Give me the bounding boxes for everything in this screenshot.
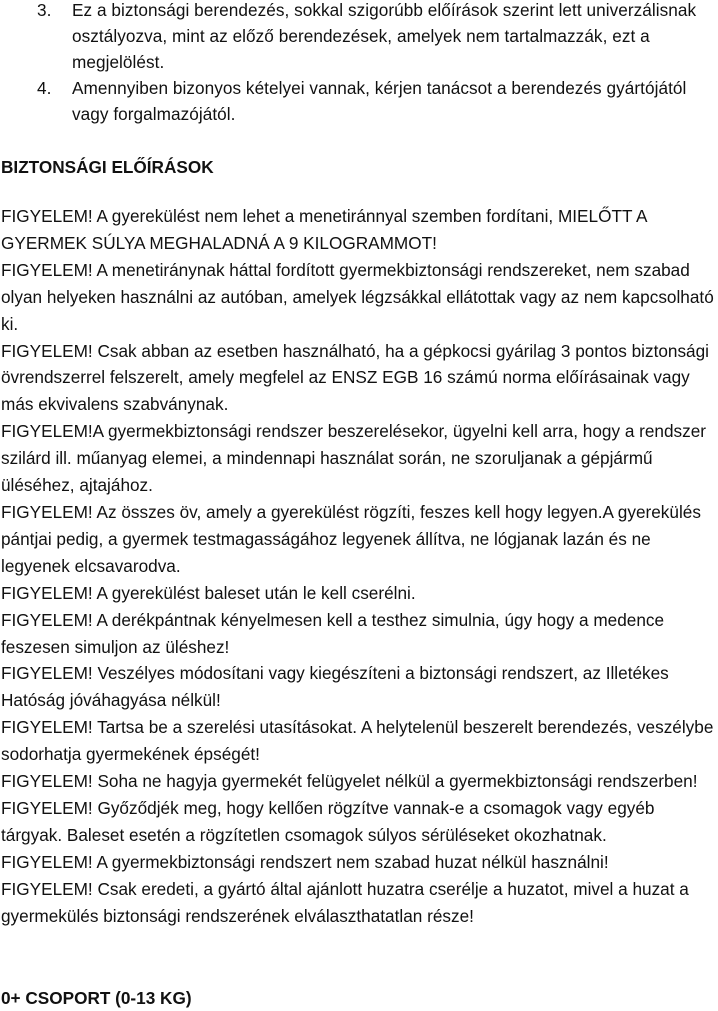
warning-paragraph: FIGYELEM! Soha ne hagyja gyermekét felügyelet nélkül a gyermekbiztonsági rendszerben! — [1, 771, 698, 792]
warning-paragraph: FIGYELEM! A menetiránynak háttal fordított gyermekbiztonsági rendszereket, nem szabad olyan helyeken használni az autóban, amelyek légzsákkal ellátottak vagy az nem kapcsolható ki. — [1, 259, 714, 334]
warning-paragraph: FIGYELEM! A derékpántnak kényelmesen kell a testhez simulnia, úgy hogy a medence feszesen simuljon az üléshez! — [1, 609, 665, 657]
warning-paragraph: FIGYELEM! Győződjék meg, hogy kellően rögzítve vannak-e a csomagok vagy egyéb tárgyak. Baleset esetén a rögzítetlen csomagok súlyos sérüléseket okozhatnak. — [1, 797, 655, 845]
warning-paragraph: FIGYELEM! Az összes öv, amely a gyerekülést rögzíti, feszes kell hogy legyen.A gyerekülés pántjai pedig, a gyermek testmagasságához legyenek állítva, ne lógjanak lazán és ne legyenek elcsavarodva. — [1, 501, 701, 576]
warning-paragraph: FIGYELEM! Csak eredeti, a gyártó által ajánlott huzatra cserélje a huzatot, mivel a huzat a gyermekülés biztonsági rendszerének elválaszthatatlan része! — [1, 878, 689, 926]
numbered-list — [0, 0, 718, 127]
warning-paragraph: FIGYELEM! Csak abban az esetben használható, ha a gépkocsi gyárilag 3 pontos biztonsági övrendszerrel felszerelt, amely megfelel az ENSZ EGB 16 számú norma előírásainak vagy más ekvivalens szabványnak. — [1, 340, 709, 415]
list-item-number: 4. — [37, 78, 52, 98]
group-heading: 0+ CSOPORT (0-13 KG) — [1, 988, 192, 1008]
warning-paragraph: FIGYELEM! Tartsa be a szerelési utasításokat. A helytelenül beszerelt berendezés, veszélybe sodorhatja gyermekének épségét! — [1, 717, 714, 765]
warnings-list — [1, 203, 718, 929]
warning-paragraph: FIGYELEM! Veszélyes módosítani vagy kiegészíteni a biztonsági rendszert, az Illetékes Hatóság jóváhagyása nélkül! — [1, 663, 669, 711]
section-heading: BIZTONSÁGI ELŐÍRÁSOK — [1, 157, 214, 177]
list-item-text: Ez a biztonsági berendezés, sokkal szigorúbb előírások szerint lett univerzálisnak osztályozva, mint az előző berendezések, amelyek nem tartalmazzák, ezt a megjelölést. — [72, 0, 697, 72]
warning-paragraph: FIGYELEM!A gyermekbiztonsági rendszer beszerelésekor, ügyelni kell arra, hogy a rendszer szilárd ill. műanyag elemei, a mindennapi használat során, ne szoruljanak a gépjármű üléséhez, ajtajához. — [1, 421, 707, 496]
list-item-number: 3. — [37, 0, 52, 20]
warning-paragraph: FIGYELEM! A gyerekülést nem lehet a menetiránnyal szemben fordítani, MIELŐTT A GYERMEK SÚLYA MEGHALADNÁ A 9 KILOGRAMMOT! — [1, 206, 647, 253]
warning-paragraph: FIGYELEM! A gyermekbiztonsági rendszert nem szabad huzat nélkül használni! — [1, 851, 609, 872]
list-item-text: Amennyiben bizonyos kételyei vannak, kérjen tanácsot a berendezés gyártójától vagy forgalmazójától. — [72, 78, 687, 124]
warning-paragraph: FIGYELEM! A gyerekülést baleset után le kell cserélni. — [1, 582, 416, 603]
list-item — [0, 75, 718, 127]
list-item — [0, 0, 718, 75]
